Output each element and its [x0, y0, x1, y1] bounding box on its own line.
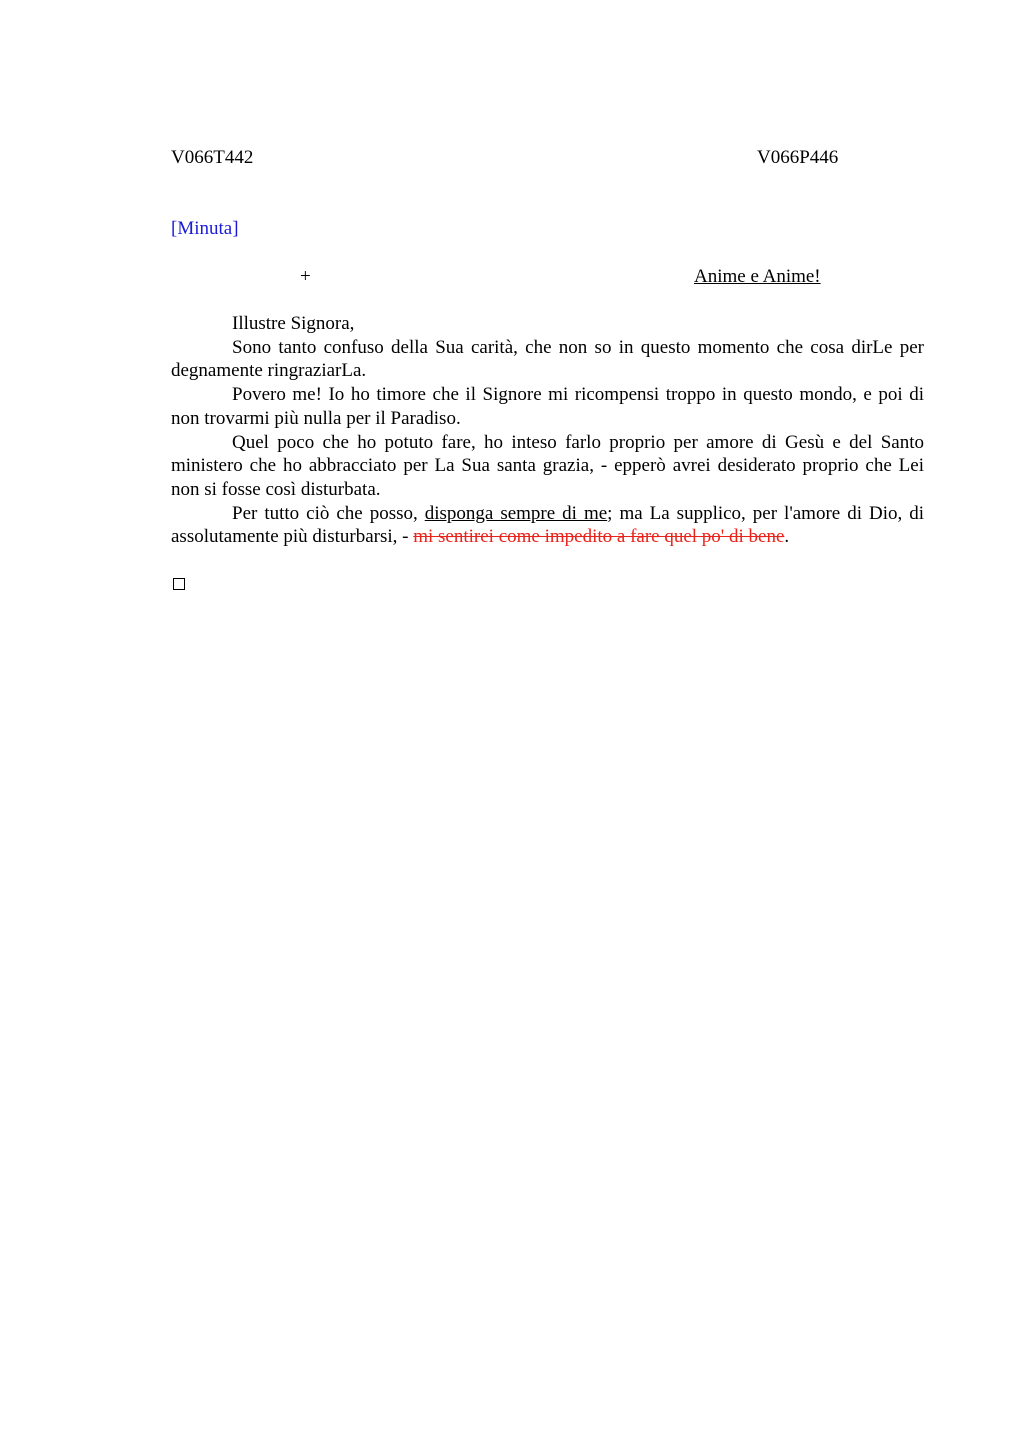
paragraph-2: Povero me! Io ho timore che il Signore mi ricompensi troppo in questo mondo, e poi di non trovarmi più nulla per il Paradiso.: [171, 384, 924, 429]
paragraph-4-middle: ; ma La supplico, per l'amore di Dio, di assolutamente più disturbarsi, -: [171, 502, 924, 548]
left-reference-code: V066T442: [171, 147, 254, 168]
paragraph-4: [171, 502, 924, 549]
underlined-phrase: disponga sempre di me: [424, 502, 608, 524]
empty-square-icon: [173, 578, 185, 590]
right-reference-code: V066P446: [757, 147, 839, 168]
minuta-label: [Minuta]: [171, 218, 239, 239]
paragraph-3: Quel poco che ho potuto fare, ho inteso farlo proprio per amore di Gesù e del Santo ministero che ho abbracciato per La Sua santa grazia, - epperò avrei desiderato proprio che Lei non si fosse così disturbata.: [171, 431, 924, 500]
paragraph-1: Sono tanto confuso della Sua carità, che non so in questo momento che cosa dirLe per degnamente ringraziarLa.: [171, 336, 924, 382]
salutation: Illustre Signora,: [232, 313, 355, 334]
letter-body: [171, 312, 924, 549]
cross-symbol: +: [300, 266, 311, 287]
deleted-phrase: mi sentirei come impedito a fare quel po' di bene: [413, 526, 785, 548]
paragraph-4-end: .: [784, 526, 790, 548]
motto-heading: Anime e Anime!: [694, 266, 821, 287]
paragraph-4-lead: Per tutto ciò che posso,: [232, 502, 425, 524]
